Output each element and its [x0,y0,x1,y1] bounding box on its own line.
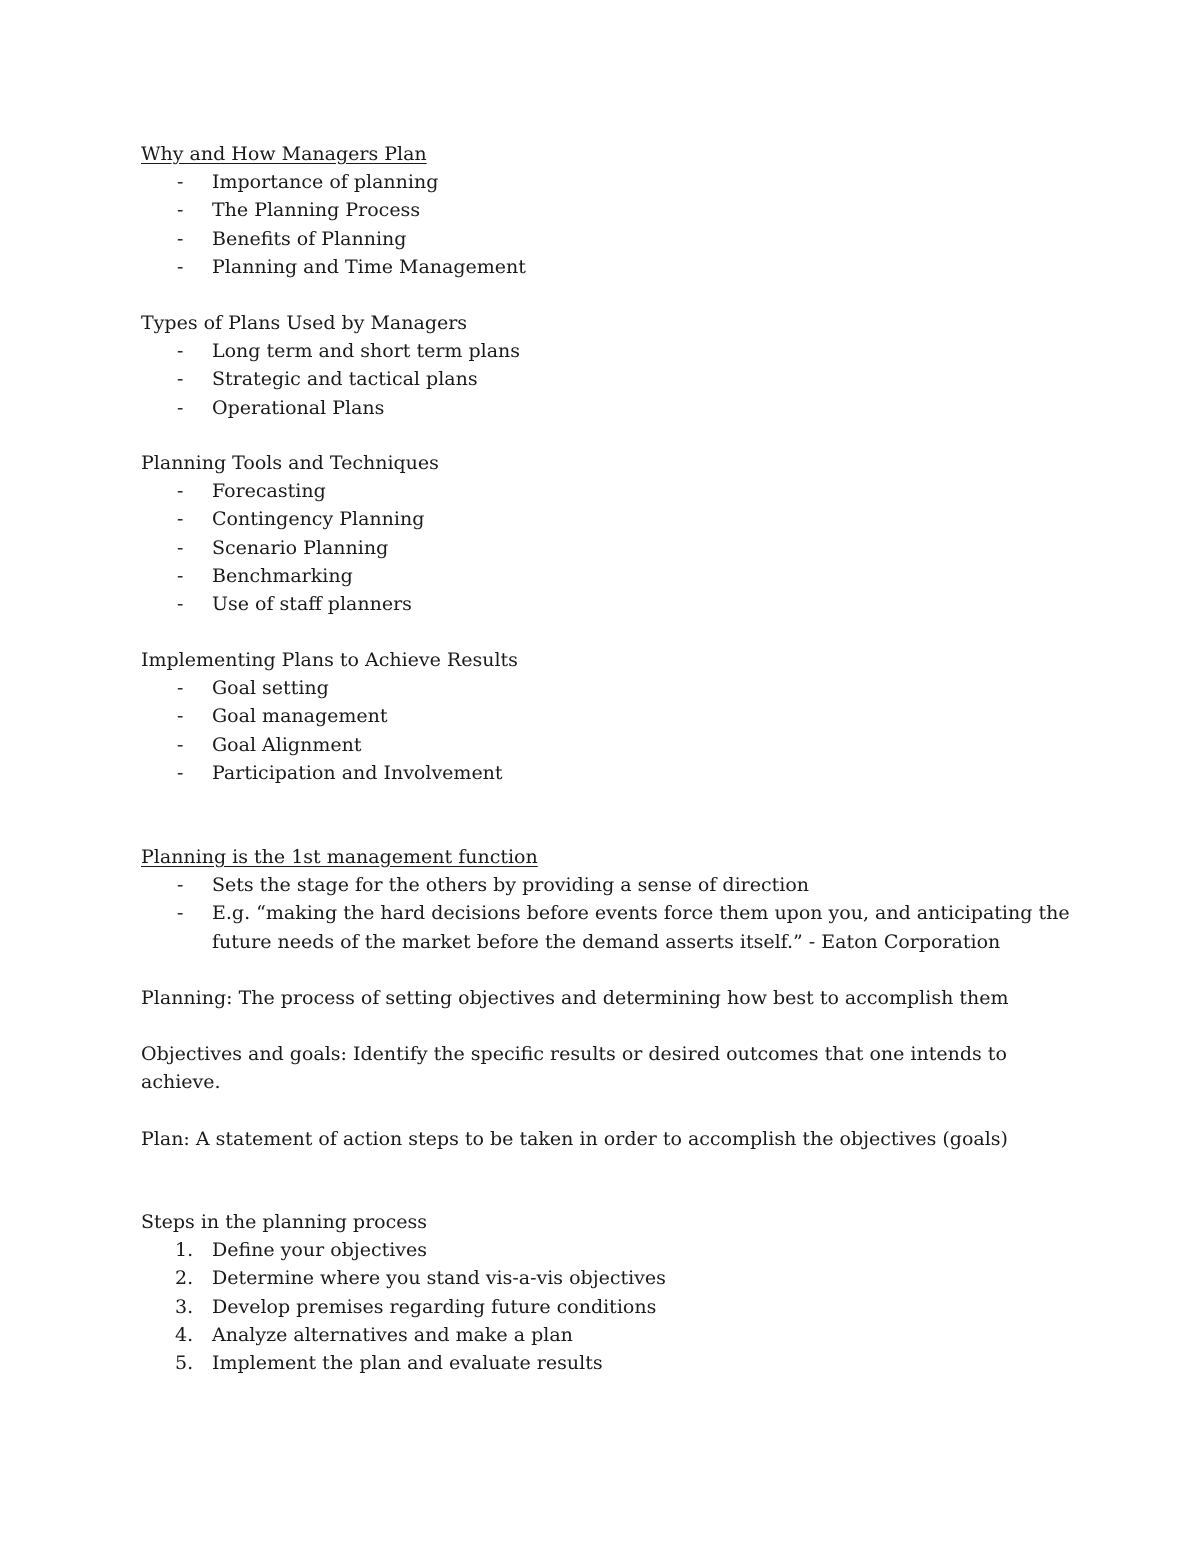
section-steps-planning-process [141,1208,1071,1377]
dash-bullet: - [177,677,184,700]
list-item: - Benchmarking [141,562,1071,590]
dash-bullet: - [177,340,184,363]
step-number: 4. [175,1323,194,1346]
list-item: - Operational Plans [141,394,1071,422]
step-number: 1. [175,1239,194,1262]
dash-bullet: - [177,480,184,503]
list-item: - Strategic and tactical plans [141,365,1071,393]
section-why-and-how-managers-plan [141,140,1071,281]
list-item: - E.g. “making the hard decisions before events force them upon you, and anticipating the future needs of the market before the demand asserts itself.” - Eaton Corporation [141,899,1071,955]
step-number: 5. [175,1352,194,1375]
dash-bullet: - [177,874,184,897]
list-item: - Participation and Involvement [141,759,1071,787]
dash-bullet: - [177,733,184,756]
dash-bullet: - [177,199,184,222]
list-item: 2. Determine where you stand vis-a-vis objectives [141,1264,1071,1292]
section-heading: Types of Plans Used by Managers [141,312,468,334]
dash-bullet: - [177,593,184,616]
dash-bullet: - [177,564,184,587]
definition-planning [141,984,1071,1012]
list-item: - Use of staff planners [141,590,1071,618]
list-item: - Contingency Planning [141,505,1071,533]
list-item: 1. Define your objectives [141,1236,1071,1264]
bullet-list [141,871,1071,956]
section-heading: Why and How Managers Plan [141,143,427,165]
list-item: - Forecasting [141,477,1071,505]
dash-bullet: - [177,508,184,531]
list-item: - Planning and Time Management [141,253,1071,281]
definition-paragraph: Objectives and goals: Identify the specific results or desired outcomes that one intends to achieve. [141,1043,1007,1094]
bullet-list [141,477,1071,618]
definition-paragraph: Plan: A statement of action steps to be taken in order to accomplish the objectives (goals) [141,1128,1008,1150]
step-number: 3. [175,1295,194,1318]
section-planning-tools [141,449,1071,618]
dash-bullet: - [177,761,184,784]
list-item: 4. Analyze alternatives and make a plan [141,1321,1071,1349]
list-item: - Importance of planning [141,168,1071,196]
definition-plan [141,1125,1071,1153]
list-item: - The Planning Process [141,196,1071,224]
list-item: 5. Implement the plan and evaluate results [141,1349,1071,1377]
dash-bullet: - [177,227,184,250]
definition-paragraph: Planning: The process of setting objectives and determining how best to accomplish them [141,987,1009,1009]
dash-bullet: - [177,255,184,278]
list-item: - Long term and short term plans [141,337,1071,365]
section-implementing-plans [141,646,1071,787]
section-types-of-plans [141,309,1071,422]
dash-bullet: - [177,368,184,391]
section-heading: Steps in the planning process [141,1211,427,1233]
step-number: 2. [175,1267,194,1290]
section-planning-first-function [141,843,1071,956]
list-item: - Scenario Planning [141,534,1071,562]
definition-objectives [141,1040,1011,1096]
section-heading: Planning Tools and Techniques [141,452,439,474]
bullet-list [141,168,1071,281]
dash-bullet: - [177,705,184,728]
list-item: 3. Develop premises regarding future conditions [141,1293,1071,1321]
list-item: - Sets the stage for the others by providing a sense of direction [141,871,1071,899]
bullet-list [141,674,1071,787]
dash-bullet: - [177,396,184,419]
list-item: - Goal Alignment [141,731,1071,759]
list-item: - Goal setting [141,674,1071,702]
dash-bullet: - [177,536,184,559]
list-item: - Benefits of Planning [141,225,1071,253]
dash-bullet: - [177,902,184,925]
bullet-list [141,337,1071,422]
dash-bullet: - [177,171,184,194]
list-item: - Goal management [141,702,1071,730]
section-heading: Planning is the 1st management function [141,846,538,868]
section-heading: Implementing Plans to Achieve Results [141,649,518,671]
numbered-list [141,1236,1071,1377]
